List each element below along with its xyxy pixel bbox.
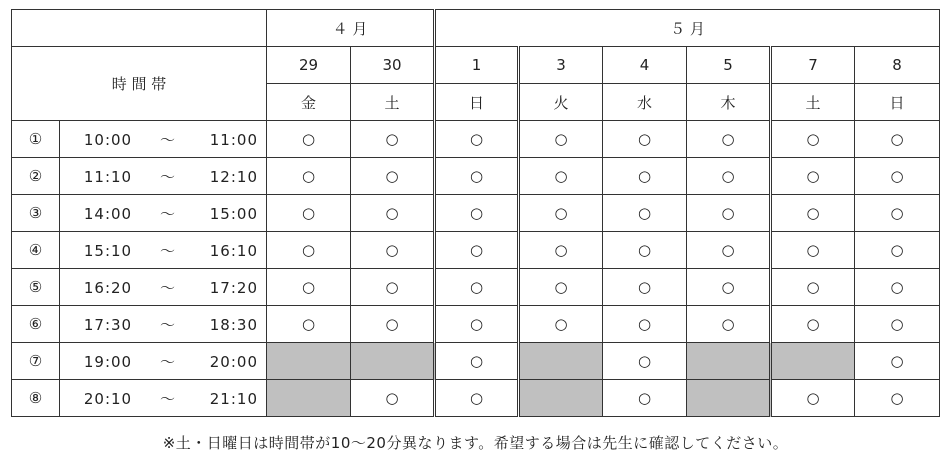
slot-start-time: 17:30 — [83, 315, 133, 334]
available-mark: ○ — [603, 121, 687, 158]
unavailable-cell — [687, 343, 771, 380]
slot-time-separator: ～ — [159, 352, 176, 371]
month-may: ５ 月 — [435, 10, 940, 47]
unavailable-cell — [267, 380, 351, 417]
available-mark: ○ — [435, 158, 519, 195]
available-mark: ○ — [771, 269, 855, 306]
available-mark: ○ — [435, 269, 519, 306]
date-cell: 4 — [603, 47, 687, 84]
available-mark: ○ — [687, 195, 771, 232]
available-mark: ○ — [771, 380, 855, 417]
available-mark: ○ — [603, 232, 687, 269]
date-cell: 3 — [519, 47, 603, 84]
available-mark: ○ — [351, 380, 435, 417]
available-mark: ○ — [855, 121, 940, 158]
available-mark: ○ — [855, 380, 940, 417]
weekday-cell: 金 — [267, 84, 351, 121]
available-mark: ○ — [687, 121, 771, 158]
unavailable-cell — [351, 343, 435, 380]
slot-start-time: 16:20 — [83, 278, 133, 297]
available-mark: ○ — [519, 232, 603, 269]
available-mark: ○ — [519, 158, 603, 195]
available-mark: ○ — [267, 121, 351, 158]
slot-number: ⑦ — [12, 343, 60, 380]
available-mark: ○ — [855, 269, 940, 306]
available-mark: ○ — [267, 158, 351, 195]
slot-end-time: 12:10 — [209, 167, 258, 186]
available-mark: ○ — [771, 195, 855, 232]
time-slot-row — [12, 306, 940, 343]
available-mark: ○ — [267, 306, 351, 343]
time-slot-row — [12, 343, 940, 380]
slot-number: ③ — [12, 195, 60, 232]
time-slot-row — [12, 195, 940, 232]
unavailable-cell — [687, 380, 771, 417]
available-mark: ○ — [351, 306, 435, 343]
slot-end-time: 18:30 — [209, 315, 258, 334]
unavailable-cell — [519, 343, 603, 380]
available-mark: ○ — [771, 306, 855, 343]
slot-time-separator: ～ — [159, 278, 176, 297]
weekday-cell: 土 — [771, 84, 855, 121]
available-mark: ○ — [267, 232, 351, 269]
slot-time-separator: ～ — [159, 315, 176, 334]
available-mark: ○ — [435, 306, 519, 343]
slot-start-time: 19:00 — [83, 352, 133, 371]
unavailable-cell — [771, 343, 855, 380]
available-mark: ○ — [687, 232, 771, 269]
slot-end-time: 17:20 — [209, 278, 258, 297]
time-slot-row — [12, 269, 940, 306]
slot-time-separator: ～ — [159, 130, 176, 149]
available-mark: ○ — [603, 158, 687, 195]
available-mark: ○ — [435, 343, 519, 380]
slot-time-range — [60, 195, 267, 232]
available-mark: ○ — [351, 195, 435, 232]
slot-time-range — [60, 343, 267, 380]
date-cell: 5 — [687, 47, 771, 84]
month-april: ４ 月 — [267, 10, 435, 47]
slot-number: ② — [12, 158, 60, 195]
available-mark: ○ — [603, 380, 687, 417]
slot-time-range — [60, 232, 267, 269]
slot-start-time: 11:10 — [83, 167, 133, 186]
unavailable-cell — [267, 343, 351, 380]
footnote: ※土・日曜日は時間帯が10～20分異なります。希望する場合は先生に確認してください。 — [162, 434, 789, 452]
slot-end-time: 21:10 — [209, 389, 258, 408]
slot-time-separator: ～ — [159, 204, 176, 223]
date-cell: 7 — [771, 47, 855, 84]
slot-number: ⑥ — [12, 306, 60, 343]
available-mark: ○ — [855, 232, 940, 269]
slot-time-separator: ～ — [159, 389, 176, 408]
available-mark: ○ — [855, 306, 940, 343]
available-mark: ○ — [435, 195, 519, 232]
available-mark: ○ — [687, 269, 771, 306]
month-header-row — [12, 10, 940, 47]
date-cell: 1 — [435, 47, 519, 84]
slot-number: ④ — [12, 232, 60, 269]
available-mark: ○ — [771, 158, 855, 195]
slot-start-time: 14:00 — [83, 204, 133, 223]
available-mark: ○ — [771, 121, 855, 158]
time-slot-row — [12, 121, 940, 158]
time-slot-row — [12, 380, 940, 417]
slot-time-separator: ～ — [159, 167, 176, 186]
slot-end-time: 11:00 — [209, 130, 258, 149]
available-mark: ○ — [855, 343, 940, 380]
slot-number: ① — [12, 121, 60, 158]
available-mark: ○ — [519, 269, 603, 306]
available-mark: ○ — [435, 121, 519, 158]
weekday-cell: 火 — [519, 84, 603, 121]
slot-time-separator: ～ — [159, 241, 176, 260]
slot-time-range — [60, 121, 267, 158]
available-mark: ○ — [687, 306, 771, 343]
weekday-cell: 水 — [603, 84, 687, 121]
slot-time-range — [60, 158, 267, 195]
slot-time-range — [60, 306, 267, 343]
slot-end-time: 15:00 — [209, 204, 258, 223]
slot-start-time: 20:10 — [83, 389, 133, 408]
available-mark: ○ — [603, 269, 687, 306]
available-mark: ○ — [519, 195, 603, 232]
slot-rows — [12, 121, 940, 417]
weekday-cell: 日 — [435, 84, 519, 121]
slot-start-time: 10:00 — [83, 130, 133, 149]
weekday-cell: 土 — [351, 84, 435, 121]
time-slot-row — [12, 158, 940, 195]
slot-end-time: 20:00 — [209, 352, 258, 371]
available-mark: ○ — [267, 269, 351, 306]
available-mark: ○ — [435, 380, 519, 417]
available-mark: ○ — [519, 306, 603, 343]
slot-number: ⑤ — [12, 269, 60, 306]
date-cell: 29 — [267, 47, 351, 84]
slot-end-time: 16:10 — [209, 241, 258, 260]
date-cell: 8 — [855, 47, 940, 84]
weekday-cell: 日 — [855, 84, 940, 121]
schedule-table — [11, 9, 940, 417]
available-mark: ○ — [855, 195, 940, 232]
time-slot-row — [12, 232, 940, 269]
slot-time-range — [60, 269, 267, 306]
available-mark: ○ — [435, 232, 519, 269]
slot-start-time: 15:10 — [83, 241, 133, 260]
available-mark: ○ — [603, 195, 687, 232]
weekday-cell: 木 — [687, 84, 771, 121]
blank-corner-cell — [12, 10, 267, 47]
unavailable-cell — [519, 380, 603, 417]
date-cell: 30 — [351, 47, 435, 84]
available-mark: ○ — [351, 121, 435, 158]
slot-number: ⑧ — [12, 380, 60, 417]
date-row — [12, 47, 940, 84]
available-mark: ○ — [855, 158, 940, 195]
available-mark: ○ — [351, 269, 435, 306]
available-mark: ○ — [603, 306, 687, 343]
available-mark: ○ — [603, 343, 687, 380]
available-mark: ○ — [771, 232, 855, 269]
available-mark: ○ — [687, 158, 771, 195]
available-mark: ○ — [519, 121, 603, 158]
slot-time-range — [60, 380, 267, 417]
available-mark: ○ — [267, 195, 351, 232]
time-band-header: 時 間 帯 — [12, 47, 267, 121]
available-mark: ○ — [351, 232, 435, 269]
available-mark: ○ — [351, 158, 435, 195]
